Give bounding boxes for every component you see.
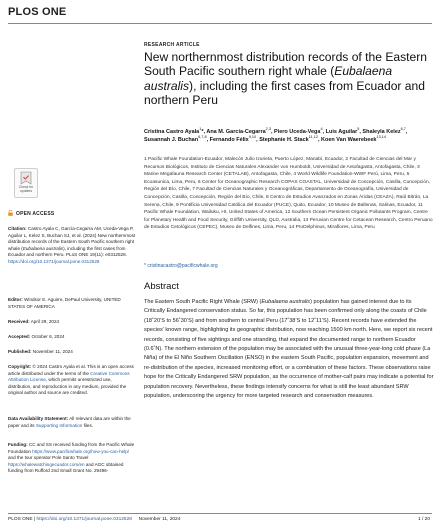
footer-doi-link[interactable]: https://doi.org/10.1371/journal.pone.0312528 [36, 517, 132, 522]
author-affiliation-sup: 6,7,8 [198, 135, 207, 140]
published-block [8, 349, 136, 356]
author-name[interactable]: , Susannah J. Buchan [144, 129, 408, 143]
footer-journal: PLOS ONE [8, 517, 33, 522]
abstract-heading: Abstract [144, 281, 179, 292]
funding-text: CC and SS received funding from the Pacific Whale Foundation [8, 442, 135, 454]
author-name[interactable]: , Ana M. García-Cegarra [203, 129, 266, 135]
author-affiliation-sup: 6,7 [400, 127, 406, 132]
editor-block [8, 297, 136, 310]
funding-link[interactable]: https://www.pacificwhale.org/how-you-can-help/ [32, 448, 130, 454]
editor-text: Windsor E. Aguirre, DePaul University, UNITED STATES OF AMERICA [8, 297, 121, 309]
title-part-1: New northernmost distribution records of the Eastern South Pacific southern right whale ( [144, 50, 427, 79]
accepted-label: Accepted: [8, 334, 31, 339]
citation-doi-link[interactable]: https://doi.org/10.1371/journal.pone.0312528 [8, 258, 100, 264]
author-affiliation-sup: 1 [199, 127, 202, 132]
copyright-label: Copyright: [8, 364, 32, 369]
author-affiliation-sup: 5 [357, 127, 360, 132]
abstract-body [144, 298, 434, 401]
funding-text: and the tour operator Pole Santo Travel [8, 455, 89, 461]
accepted-date: October 8, 2024 [30, 334, 65, 339]
header-divider [8, 23, 432, 24]
author-affiliation-sup: 13,14 [376, 135, 386, 140]
affiliations: 1 Pacific Whale Foundation-Ecuador, Malecón Julio Izurieta, Puerto López, Manabí, Ecuador, 2 Facultad de Ciencias del Mar y Recursos Biológicos, Instituto de Ciencias Naturales Alexander von Humboldt, Universidad de Antofagasta, Antofagasta, Chile, 3 Marine Megafauna Research Center (CETALAB), Antofagasta, Chile, 4 World Wildlife Foundation-WWF Perú, Lima, Peru, 5 Ecoasunica, Lima, Peru, 6 Center for Oceanographic Research COPAS COASTAL, Universidad de Concepción, Casilla, Concepción, Región del Bío, Chile, 7 Facultad de Ciencias Naturales y Oceanográficas, Departamento de Oceanografía, Universidad de Concepción, Casilla, Concepción, Región del Bío, Chile, 8 Centro de Estudios Avanzados en Zonas Áridas (CEAZA), Raúl Bitrán, La Serena, Chile, 9 Pontificia Universidad Católica del Ecuador (PUCE), Quito, Ecuador, 10 Museo de Ballenas, Salinas, Ecuador, 11 Pacific Whale Foundation, Wailuku, HI, United States of America, 12 Southern Ocean Persistent Organic Pollutants Program, Centre for Planetary Health and Food Security, Griffith University, QLD, Australia, 13 Peruvian Centre for Cetacean Research, Centro Peruano de Estudios Cetológicos (CEPEC), Museo de Delfines, Lima, Peru, 14 ProDelphinus, Miraflores, Lima, Peru [144, 157, 433, 231]
funding-block [8, 442, 136, 475]
check-for-updates-badge[interactable] [14, 168, 38, 198]
funding-link[interactable]: https://whalewatchingecuador.com/en [8, 461, 85, 467]
author-list [144, 128, 434, 144]
funding-text: and AGC obtained funding from Rufford 2nd Small Grant No. 29496- [8, 461, 124, 474]
copyright-text: , which permits unrestricted use, distribution, and reproduction in any medium, provided the original author and source are credited. [8, 377, 127, 396]
copyright-text: © 2024 Castro Ayala et al. This is an open access article distributed under the terms of the [8, 364, 134, 376]
author-affiliation-sup: 4 [320, 127, 323, 132]
author-name[interactable]: , Piero Uceda-Vega [270, 129, 321, 135]
author-affiliation-sup: 11,12 [308, 135, 318, 140]
open-access-label [8, 210, 54, 217]
badge-line-2: updates [19, 189, 33, 193]
article-type: RESEARCH ARTICLE [144, 42, 200, 48]
citation-text: Castro Ayala C, García-Cegarra AM, Uceda-Vega P, Aguilar L, Kelez S, Buchan SJ, et al. (2024) New northernmost distribution records of the Eastern South Pacific southern right whale ( [8, 226, 136, 251]
data-availability-text: files. [82, 422, 94, 428]
citation-block [8, 226, 136, 266]
title-species: Eubalaena australis [144, 64, 393, 93]
data-availability-text: All relevant data are within the paper and its [8, 416, 131, 428]
abstract-species: Eubalaena australis [261, 299, 311, 305]
author-name[interactable]: , Shaleyla Kelez [359, 129, 401, 135]
footer-separator: | [32, 517, 37, 522]
footer-divider [8, 513, 432, 514]
author-name[interactable]: , Koen Van Waerebeek [317, 137, 377, 143]
author-name[interactable]: Cristina Castro Ayala [144, 129, 200, 135]
published-label: Published: [8, 349, 32, 354]
copyright-block [8, 364, 136, 397]
received-block [8, 319, 136, 326]
abstract-text: The Eastern South Pacific Right Whale (SRW) ( [144, 299, 262, 305]
footer-spacer [132, 517, 139, 522]
page-number: 1 / 20 [417, 517, 430, 522]
author-affiliation-sup: 2,3 [265, 127, 271, 132]
author-name[interactable]: , Fernando Félix [206, 137, 249, 143]
citation-text: ), including the first cases from Ecuador and northern Peru. PLoS ONE 19(11): e0312528. [8, 245, 127, 258]
badge-line-1: Check for [18, 185, 34, 189]
license-link[interactable]: Creative Commons Attribution License [8, 370, 130, 383]
bookmark-check-icon [20, 171, 32, 185]
footer-date: November 11, 2024 [138, 517, 181, 522]
author-name[interactable]: , Stephanie H. Stack [256, 137, 309, 143]
received-label: Received: [8, 319, 30, 324]
supporting-information-link[interactable]: Supporting Information [35, 422, 83, 428]
author-affiliation-sup: 9,10 [248, 135, 257, 140]
article-title [144, 50, 434, 108]
accepted-block [8, 334, 136, 341]
open-lock-icon [8, 210, 13, 216]
funding-label: Funding: [8, 442, 28, 447]
corresponding-marker: * [201, 129, 204, 135]
title-part-2: ), including the first cases from Ecuador and northern Peru [144, 78, 425, 108]
data-availability-block [8, 416, 136, 429]
journal-logo[interactable]: PLOS ONE [8, 6, 67, 18]
corresponding-email[interactable]: * cristinacastro@pacificwhale.org [144, 263, 218, 269]
editor-label: Editor: [8, 297, 23, 302]
author-name[interactable]: , Luis Aguilar [322, 129, 358, 135]
abstract-text: ) population has gained interest due to its Critically Endangered conservation status. So far, this population has been confirmed only along the coasts of Chile (18˚20’S to 56˚30’S) and from southern to central Peru (17˚38’S to 12˚11’S). Recent records have extended the species’ known range, highlighting its geographic distribution, now reaching 1500 km north. Here, we report six recent records, consisting of five sightings and one stranding, that expand the documented range to northern Ecuador (0.6˚N). The northern extension of the population may be associated with the unusual three-year-long cold phase (La Niña) of the El Niño Southern Oscillation (ENSO) in the eastern South Pacific, population expansion, movement and re-distribution of the species, increased monitoring effort, or a combination of these factors. These observations raise hope for the Critically Endangered SRW population, as the occurrence of mother-calf pairs may indicate a potential for population recovery. Nevertheless, these findings intensify concerns for what is still the least abundant SRW population, underscoring the urgency for more targeted research and conservation measures. [144, 299, 434, 400]
citation-species: Eubalaena australis [22, 245, 64, 251]
footer-citation [8, 517, 180, 522]
data-availability-label: Data Availability Statement: [8, 416, 69, 421]
published-date: November 11, 2024 [31, 349, 73, 354]
citation-label: Citation: [8, 226, 27, 231]
received-date: April 29, 2024 [29, 319, 60, 324]
open-access-text: OPEN ACCESS [16, 211, 55, 217]
